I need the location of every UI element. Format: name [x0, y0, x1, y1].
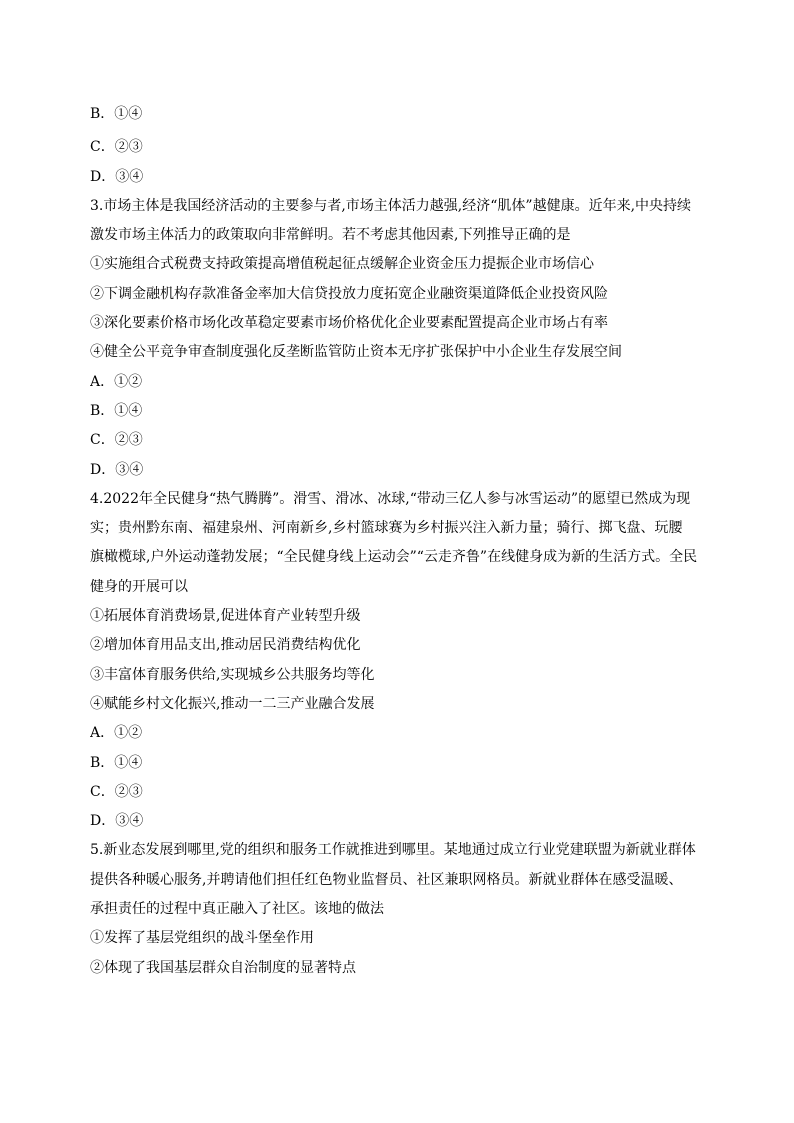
question-4-stem-line-1: 4.2022年全民健身“热气腾腾”。滑雪、滑冰、冰球,“带动三亿人参与冰雪运动”的愿望已然成为现	[90, 490, 691, 507]
option-d-q4: D．③④	[90, 813, 144, 830]
option-a-q4: A．①②	[90, 725, 143, 742]
question-3-statement-4: ④健全公平竞争审查制度强化反垄断监管防止资本无序扩张保护中小企业生存发展空间	[90, 344, 622, 361]
option-d-q3: D．③④	[90, 461, 144, 478]
option-b-q2: B．①④	[90, 106, 143, 122]
question-5-stem-line-1: 5.新业态发展到哪里,党的组织和服务工作就推进到哪里。某地通过成立行业党建联盟为新就业群体	[90, 842, 696, 859]
option-b-q3: B．①④	[90, 402, 143, 419]
question-4-stem-line-2: 实；贵州黔东南、福建泉州、河南新乡,乡村篮球赛为乡村振兴注入新力量；骑行、掷飞盘、玩腰	[90, 520, 683, 537]
question-5-statement-2: ②体现了我国基层群众自治制度的显著特点	[90, 959, 356, 976]
exam-content	[90, 100, 702, 983]
question-4-statement-2: ②增加体育用品支出,推动居民消费结构优化	[90, 637, 361, 654]
option-a-q3: A．①②	[90, 373, 143, 390]
question-4-stem-line-3: 旗橄榄球,户外运动蓬勃发展；“全民健身线上运动会”“云走齐鲁”在线健身成为新的生活方式。全民	[90, 549, 698, 566]
option-c-q2: C．②③	[90, 139, 143, 156]
question-5-stem-line-3: 承担责任的过程中真正融入了社区。该地的做法	[90, 901, 384, 918]
question-4-statement-1: ①拓展体育消费场景,促进体育产业转型升级	[90, 608, 361, 625]
question-4-statement-3: ③丰富体育服务供给,实现城乡公共服务均等化	[90, 666, 375, 683]
question-5-stem-line-2: 提供各种暖心服务,并聘请他们担任红色物业监督员、社区兼职网格员。新就业群体在感受温暖、	[90, 871, 683, 888]
question-3-statement-3: ③深化要素价格市场化改革稳定要素市场价格优化企业要素配置提高企业市场占有率	[90, 315, 608, 332]
option-d-q2: D．③④	[90, 168, 144, 185]
question-4-stem-line-4: 健身的开展可以	[90, 578, 188, 595]
question-3-stem-line-2: 激发市场主体活力的政策取向非常鲜明。若不考虑其他因素,下列推导正确的是	[90, 227, 571, 244]
question-3-statement-2: ②下调金融机构存款准备金率加大信贷投放力度拓宽企业融资渠道降低企业投资风险	[90, 285, 608, 302]
question-3-stem-line-1: 3.市场主体是我国经济活动的主要参与者,市场主体活力越强,经济“肌体”越健康。近年来,中央持续	[90, 197, 692, 214]
question-3-statement-1: ①实施组合式税费支持政策提高增值税起征点缓解企业资金压力提振企业市场信心	[90, 256, 594, 273]
option-c-q4: C．②③	[90, 783, 143, 800]
question-5-statement-1: ①发挥了基层党组织的战斗堡垒作用	[90, 930, 314, 947]
question-4-statement-4: ④赋能乡村文化振兴,推动一二三产业融合发展	[90, 695, 375, 712]
option-b-q4: B．①④	[90, 754, 143, 771]
option-c-q3: C．②③	[90, 432, 143, 449]
